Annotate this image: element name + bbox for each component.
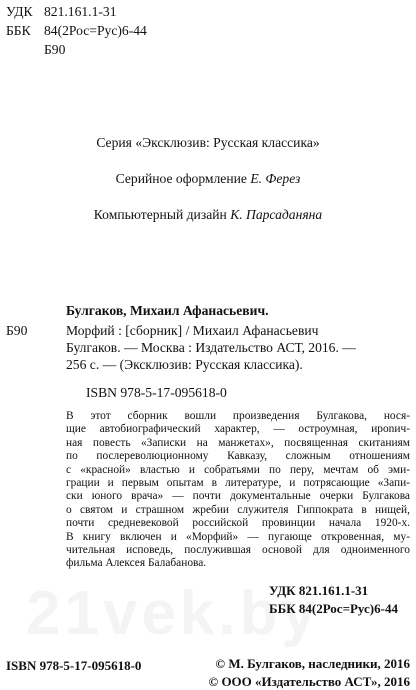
record-line: Булгаков. — Москва : Издательство АСТ, 2016. —	[66, 340, 356, 355]
design-credit-prefix: Серийное оформление	[115, 171, 247, 186]
udk-value: 821.161.1-31	[44, 4, 117, 19]
author-mark: Б90	[44, 42, 66, 57]
annotation-line: по послереволюционному Кавказу, сложным отношениям	[66, 450, 410, 463]
record-line: Морфий : [сборник] / Михаил Афанасьевич	[66, 323, 319, 338]
annotation-line: ная повесть «Записки на манжетах», посвященная скитаниям	[66, 436, 410, 449]
computer-design-prefix: Компьютерный дизайн	[93, 207, 227, 222]
annotation-line: ски юного врача» — почти документальные очерки Булгакова	[66, 490, 410, 503]
footer-isbn: ISBN 978-5-17-095618-0	[6, 658, 142, 673]
annotation-line: В книгу включен и «Морфий» — пугающе откровенная, му-	[66, 530, 410, 543]
annotation-line: фильма Алексея Балабанова.	[66, 557, 207, 570]
annotation-line: чительная исповедь, послужившая основой для одноименного	[66, 544, 410, 557]
computer-design-credit	[0, 206, 416, 223]
annotation-paragraph	[66, 410, 410, 571]
annotation-line: щие автобиографический характер, — остроумная, ирonич-	[66, 423, 410, 436]
computer-design-name: К. Парсаданяна	[230, 207, 323, 222]
series-line: Серия «Эксклюзив: Русская классика»	[96, 135, 320, 150]
copyright-author: © М. Булгаков, наследники, 2016	[215, 656, 410, 671]
copyright-publisher: © ООО «Издательство АСТ», 2016	[208, 674, 410, 689]
footer-bbk: ББК 84(2Рос=Рус)6-44	[269, 601, 398, 616]
annotation-line: почти средневековой российской провинции начала 1920-х.	[66, 517, 410, 530]
record-author-mark: Б90	[6, 323, 28, 338]
annotation-line: В этот сборник вошли произведения Булгакова, нося-	[66, 410, 410, 422]
bbk-value: 84(2Рос=Рус)6-44	[44, 23, 147, 38]
annotation-line: грации и первым опытам в литературе, и потрясающие «Запи-	[66, 477, 410, 490]
design-credit-name: Е. Ферез	[250, 171, 301, 186]
record-line: 256 с. — (Эксклюзив: Русская классика).	[66, 357, 303, 372]
annotation-line: с «красной» властью и собратьями по перу, мечтам об эми-	[66, 463, 410, 476]
annotation-line: о святом и страшном жребии служителя Гиппократа в нищей,	[66, 503, 410, 516]
record-isbn: ISBN 978-5-17-095618-0	[86, 385, 227, 400]
record-author-heading: Булгаков, Михаил Афанасьевич.	[66, 303, 269, 318]
design-credit	[0, 170, 416, 187]
footer-udk: УДК 821.161.1-31	[269, 583, 369, 598]
bbk-label: ББК	[6, 23, 31, 38]
record-description	[66, 322, 410, 373]
udk-label: УДК	[6, 4, 33, 19]
